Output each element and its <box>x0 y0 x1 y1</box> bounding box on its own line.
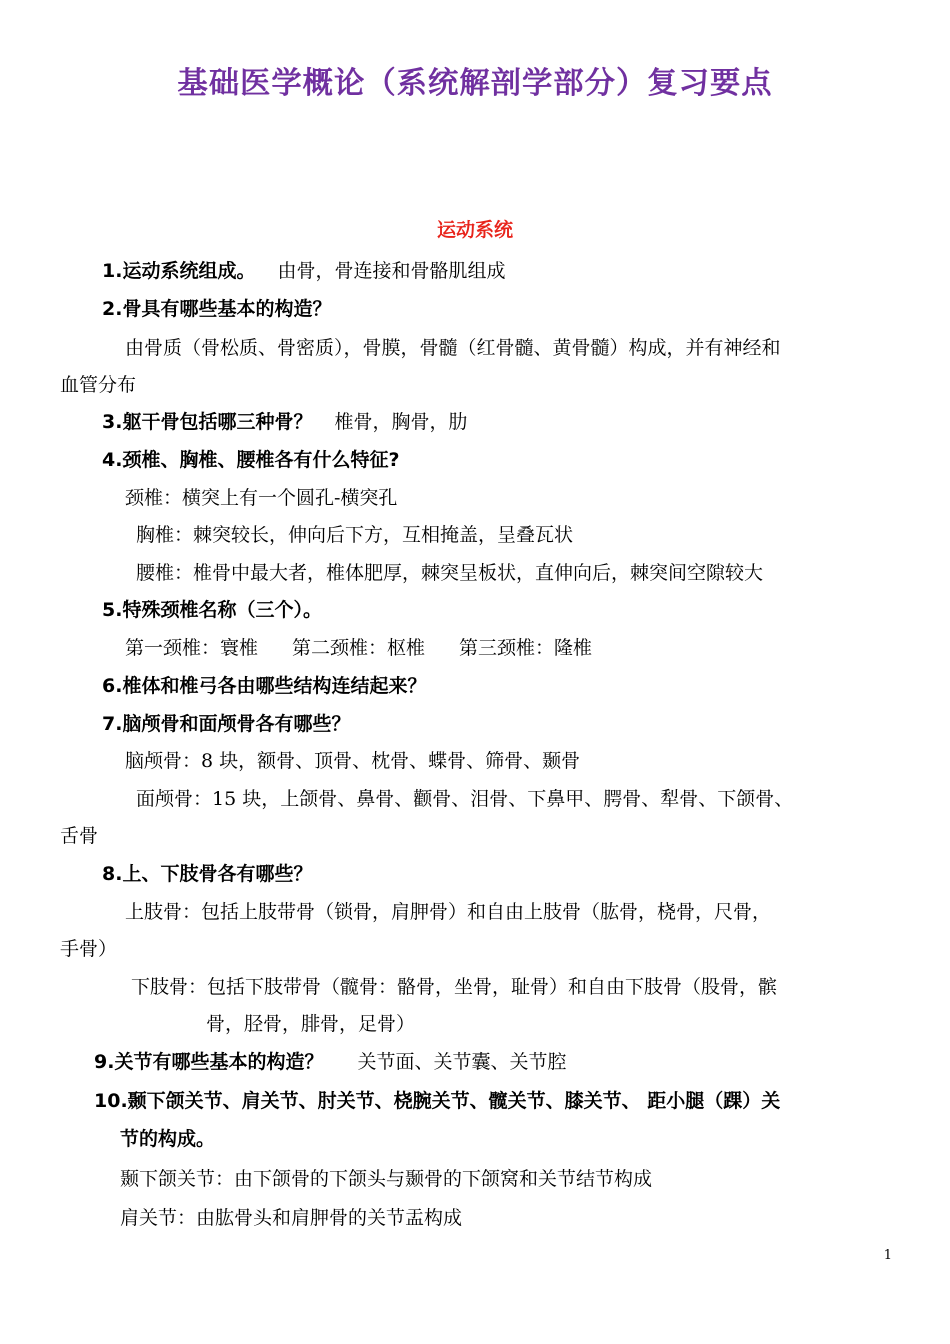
question-7-facial-line-2: 舌骨 <box>60 825 99 847</box>
section-title: 运动系统 <box>436 219 513 241</box>
question-8-upper-line-2: 手骨） <box>60 938 118 960</box>
question-5-answers <box>125 635 592 661</box>
first-cervical: 第一颈椎：寰椎 <box>125 637 259 659</box>
question-10-tmj: 颞下颌关节：由下颌骨的下颌头与颞骨的下颌窝和关节结节构成 <box>120 1168 653 1190</box>
question-4-lumbar: 腰椎：椎骨中最大者，椎体肥厚，棘突呈板状，直伸向后，棘突间空隙较大 <box>136 562 764 584</box>
question-2-answer-line-2: 血管分布 <box>60 374 137 396</box>
question-1-answer: 由骨，骨连接和骨骼肌组成 <box>277 260 506 282</box>
question-8-label: 8.上、下肢骨各有哪些？ <box>102 863 313 885</box>
question-8-upper-line-1: 上肢骨：包括上肢带骨（锁骨，肩胛骨）和自由上肢骨（肱骨，桡骨，尺骨， <box>125 901 772 923</box>
question-6-label: 6.椎体和椎弓各由哪些结构连结起来？ <box>102 675 427 697</box>
third-cervical: 第三颈椎：隆椎 <box>459 637 593 659</box>
question-8-lower-line-2: 骨，胫骨，腓骨，足骨） <box>206 1013 416 1035</box>
question-4-cervical: 颈椎：横突上有一个圆孔-横突孔 <box>125 487 398 509</box>
question-1 <box>102 258 505 284</box>
page-title: 基础医学概论（系统解剖学部分）复习要点 <box>177 66 773 101</box>
question-3-answer: 椎骨，胸骨，肋 <box>334 411 468 433</box>
question-4-label: 4.颈椎、胸椎、腰椎各有什么特征? <box>102 449 400 471</box>
question-2-answer-line-1: 由骨质（骨松质、骨密质），骨膜，骨髓（红骨髓、黄骨髓）构成，并有神经和 <box>125 337 781 359</box>
question-10-shoulder: 肩关节：由肱骨头和肩胛骨的关节盂构成 <box>120 1207 463 1229</box>
question-7-facial-line-1: 面颅骨：15 块，上颌骨、鼻骨、颧骨、泪骨、下鼻甲、腭骨、犁骨、下颌骨、 <box>136 788 794 810</box>
question-7-cranial: 脑颅骨：8 块，额骨、顶骨、枕骨、蝶骨、筛骨、颞骨 <box>125 750 581 772</box>
question-3 <box>102 409 467 435</box>
question-1-label: 1.运动系统组成。 <box>102 260 256 282</box>
question-3-label: 3.躯干骨包括哪三种骨？ <box>102 411 313 433</box>
question-2-label: 2.骨具有哪些基本的构造？ <box>102 298 332 320</box>
question-10-label-line-1: 10.颞下颌关节、肩关节、肘关节、桡腕关节、髋关节、膝关节、 距小腿（踝）关 <box>94 1090 781 1112</box>
question-9-label: 9.关节有哪些基本的构造？ <box>94 1051 324 1073</box>
question-10-label-line-2: 节的构成。 <box>120 1128 216 1150</box>
question-8-lower-line-1: 下肢骨：包括下肢带骨（髋骨：骼骨，坐骨，耻骨）和自由下肢骨（股骨，髌 <box>131 976 778 998</box>
question-4-thoracic: 胸椎：棘突较长，伸向后下方，互相掩盖，呈叠瓦状 <box>136 524 574 546</box>
second-cervical: 第二颈椎：枢椎 <box>292 637 426 659</box>
page-number: 1 <box>883 1248 892 1263</box>
question-7-label: 7.脑颅骨和面颅骨各有哪些？ <box>102 713 351 735</box>
question-9-answer: 关节面、关节囊、关节腔 <box>357 1051 567 1073</box>
question-9 <box>94 1049 566 1075</box>
question-5-label: 5.特殊颈椎名称（三个）。 <box>102 599 322 621</box>
